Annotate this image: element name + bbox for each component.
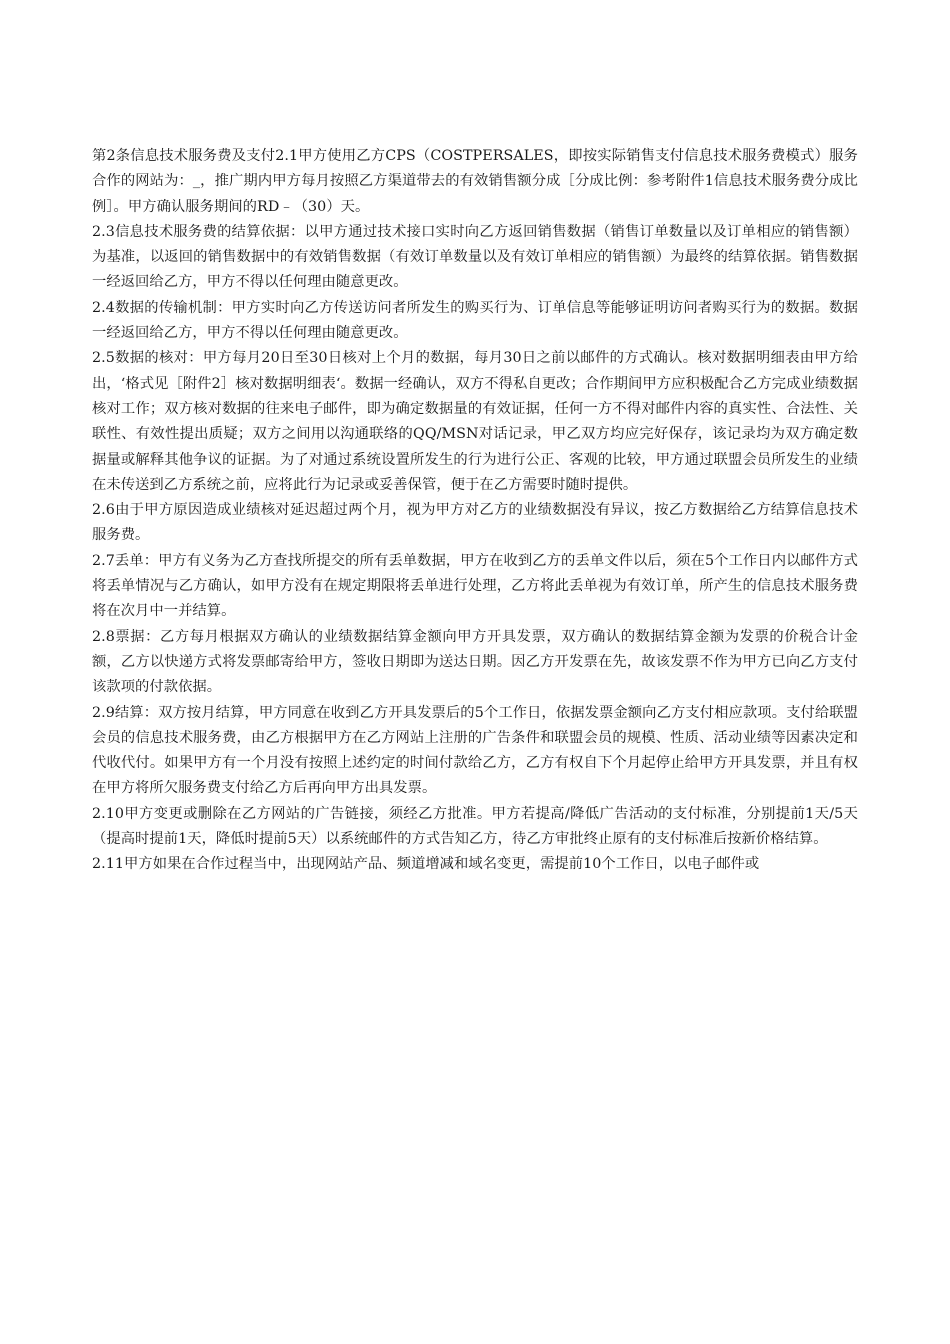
paragraph-section-2-6: 2.6由于甲方原因造成业绩核对延迟超过两个月，视为甲方对乙方的业绩数据没有异议，按乙方数据给乙方结算信息技术服务费。 [92,502,858,544]
paragraph-section-2-4: 2.4数据的传输机制：甲方实时向乙方传送访问者所发生的购买行为、订单信息等能够证明访问者购买行为的数据。数据一经返回给乙方，甲方不得以任何理由随意更改。 [92,299,858,342]
paragraph-section-2-7: 2.7丢单：甲方有义务为乙方查找所提交的所有丢单数据，甲方在收到乙方的丢单文件以后，须在5个工作日内以邮件方式将丢单情况与乙方确认，如甲方没有在规定期限将丢单进行处理，乙方将此丢单视为有效订单，所产生的信息技术服务费将在次月中一并结算。 [92,552,858,620]
paragraph-section-2-9: 2.9结算：双方按月结算，甲方同意在收到乙方开具发票后的5个工作日，依据发票金额向乙方支付相应款项。支付给联盟会员的信息技术服务费，由乙方根据甲方在乙方网站上注册的广告条件和联盟会员的规模、性质、活动业绩等因素决定和代收代付。如果甲方有一个月没有按照上述约定的时间付款给乙方，乙方有权自下个月起停止给甲方开具发票，并且有权在甲方将所欠服务费支付给乙方后再向甲方出具发票。 [92,704,858,797]
document-body [92,144,858,878]
paragraph-section-2-3: 2.3信息技术服务费的结算依据：以甲方通过技术接口实时向乙方返回销售数据（销售订单数量以及订单相应的销售额）为基准，以返回的销售数据中的有效销售数据（有效订单数量以及有效订单相应的销售额）为最终的结算依据。销售数据一经返回给乙方，甲方不得以任何理由随意更改。 [92,223,858,291]
paragraph-section-2-1: 第2条信息技术服务费及支付2.1甲方使用乙方CPS（COSTPERSALES，即按实际销售支付信息技术服务费模式）服务合作的网站为：_，推广期内甲方每月按照乙方渠道带去的有效销售额分成［分成比例：参考附件1信息技术服务费分成比例］。甲方确认服务期间的RD﹣（30）天。 [92,148,858,215]
paragraph-section-2-11: 2.11甲方如果在合作过程当中，出现网站产品、频道增减和域名变更，需提前10个工作日，以电子邮件或 [92,856,760,873]
paragraph-section-2-8: 2.8票据：乙方每月根据双方确认的业绩数据结算金额向甲方开具发票，双方确认的数据结算金额为发票的价税合计金额，乙方以快递方式将发票邮寄给甲方，签收日期即为送达日期。因乙方开发票在先，故该发票不作为甲方已向乙方支付该款项的付款依据。 [92,628,858,696]
paragraph-section-2-10: 2.10甲方变更或删除在乙方网站的广告链接，须经乙方批准。甲方若提高/降低广告活动的支付标准，分别提前1天/5天（提高时提前1天，降低时提前5天）以系统邮件的方式告知乙方，待乙方审批终止原有的支付标准后按新价格结算。 [92,805,858,848]
paragraph-section-2-5: 2.5数据的核对：甲方每月20日至30日核对上个月的数据，每月30日之前以邮件的方式确认。核对数据明细表由甲方给出，‘格式见［附件2］核对数据明细表‘。数据一经确认，双方不得私自更改；合作期间甲方应积极配合乙方完成业绩数据核对工作；双方核对数据的往来电子邮件，即为确定数据量的有效证据，任何一方不得对邮件内容的真实性、合法性、关联性、有效性提出质疑；双方之间用以沟通联络的QQ/MSN对话记录，甲乙双方均应完好保存，该记录均为双方确定数据量或解释其他争议的证据。为了对通过系统设置所发生的行为进行公正、客观的比较，甲方通过联盟会员所发生的业绩在未传送到乙方系统之前，应将此行为记录或妥善保管，便于在乙方需要时随时提供。 [92,350,858,493]
